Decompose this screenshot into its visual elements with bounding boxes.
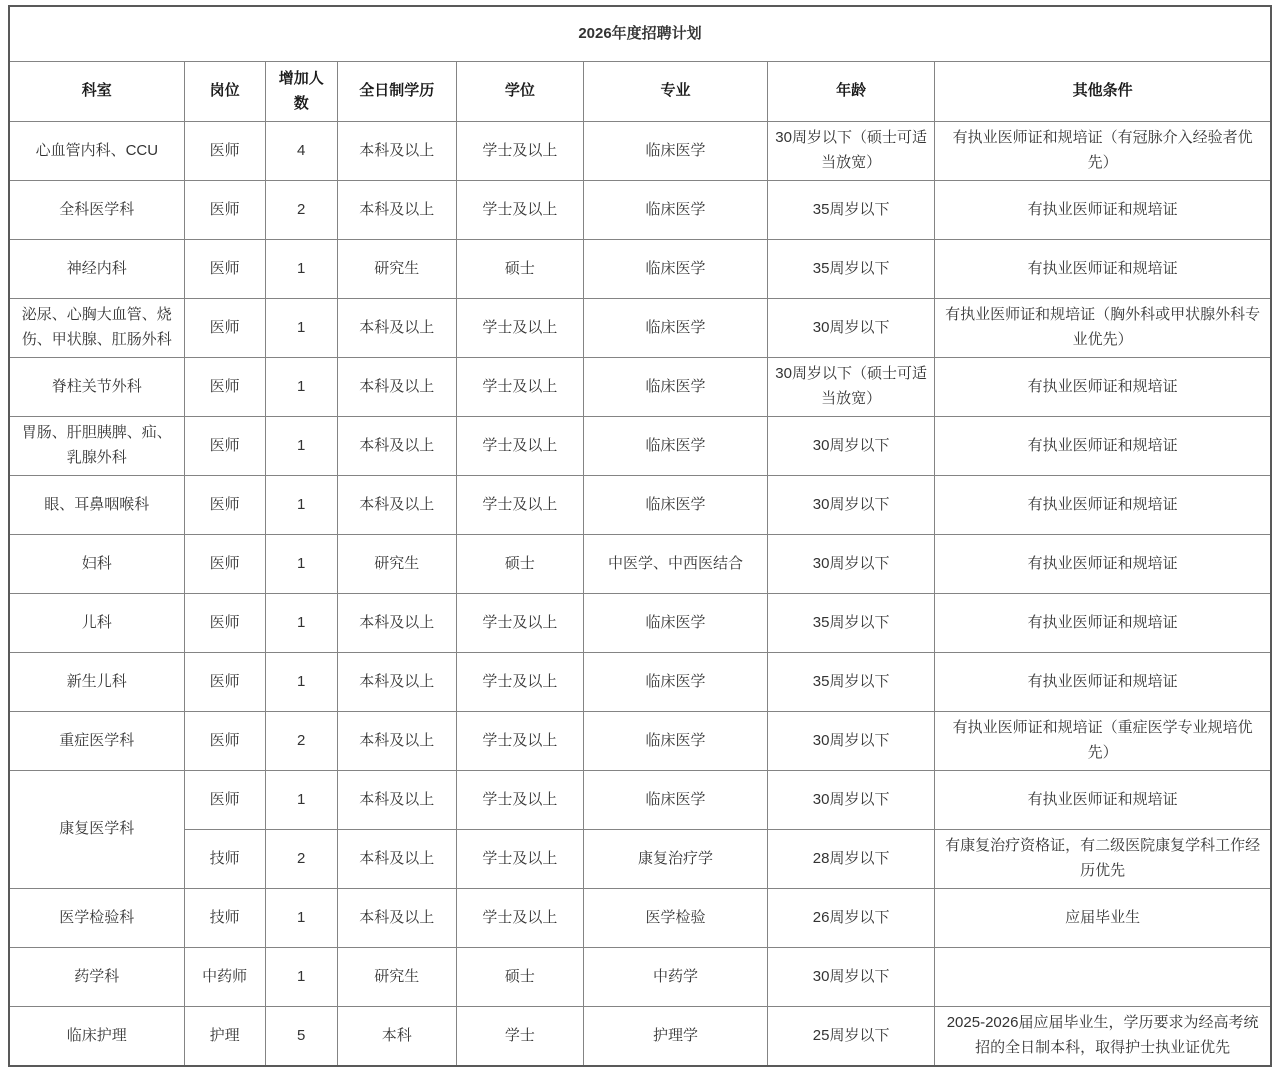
cell-major: 临床医学 <box>583 181 767 240</box>
table-row <box>9 594 1271 653</box>
cell-department: 脊柱关节外科 <box>9 358 184 417</box>
cell-other-conditions: 有执业医师证和规培证（有冠脉介入经验者优先） <box>935 122 1271 181</box>
cell-department: 妇科 <box>9 535 184 594</box>
cell-education: 研究生 <box>337 948 456 1007</box>
cell-position: 医师 <box>184 712 265 771</box>
cell-education: 本科及以上 <box>337 594 456 653</box>
cell-age: 30周岁以下 <box>768 712 935 771</box>
cell-age: 30周岁以下 <box>768 535 935 594</box>
cell-age: 30周岁以下 <box>768 476 935 535</box>
cell-age: 35周岁以下 <box>768 240 935 299</box>
cell-count: 4 <box>265 122 337 181</box>
cell-department: 新生儿科 <box>9 653 184 712</box>
cell-position: 医师 <box>184 594 265 653</box>
cell-education: 本科及以上 <box>337 476 456 535</box>
cell-department: 医学检验科 <box>9 889 184 948</box>
cell-position: 技师 <box>184 830 265 889</box>
cell-department: 泌尿、心胸大血管、烧伤、甲状腺、肛肠外科 <box>9 299 184 358</box>
column-header-department: 科室 <box>9 62 184 122</box>
cell-count: 1 <box>265 653 337 712</box>
cell-other-conditions: 有执业医师证和规培证（重症医学专业规培优先） <box>935 712 1271 771</box>
cell-other-conditions: 应届毕业生 <box>935 889 1271 948</box>
column-header-age: 年龄 <box>768 62 935 122</box>
cell-age: 30周岁以下（硕士可适当放宽） <box>768 358 935 417</box>
table-row <box>9 830 1271 889</box>
cell-degree: 学士及以上 <box>456 712 583 771</box>
cell-department: 康复医学科 <box>9 771 184 889</box>
cell-count: 5 <box>265 1007 337 1067</box>
cell-education: 本科及以上 <box>337 771 456 830</box>
cell-position: 中药师 <box>184 948 265 1007</box>
table-row <box>9 948 1271 1007</box>
column-header-other-conditions: 其他条件 <box>935 62 1271 122</box>
cell-department: 眼、耳鼻咽喉科 <box>9 476 184 535</box>
column-header-major: 专业 <box>583 62 767 122</box>
cell-department: 心血管内科、CCU <box>9 122 184 181</box>
table-row <box>9 712 1271 771</box>
cell-count: 2 <box>265 181 337 240</box>
cell-major: 临床医学 <box>583 240 767 299</box>
column-header-count: 增加人数 <box>265 62 337 122</box>
cell-education: 本科及以上 <box>337 889 456 948</box>
cell-department: 胃肠、肝胆胰脾、疝、乳腺外科 <box>9 417 184 476</box>
cell-department: 临床护理 <box>9 1007 184 1067</box>
cell-major: 临床医学 <box>583 653 767 712</box>
cell-count: 1 <box>265 417 337 476</box>
cell-education: 本科及以上 <box>337 653 456 712</box>
table-row <box>9 122 1271 181</box>
cell-age: 35周岁以下 <box>768 653 935 712</box>
table-row <box>9 417 1271 476</box>
table-row <box>9 181 1271 240</box>
cell-department: 药学科 <box>9 948 184 1007</box>
cell-count: 1 <box>265 476 337 535</box>
column-header-position: 岗位 <box>184 62 265 122</box>
cell-position: 医师 <box>184 181 265 240</box>
cell-position: 技师 <box>184 889 265 948</box>
cell-position: 医师 <box>184 122 265 181</box>
cell-degree: 学士 <box>456 1007 583 1067</box>
cell-count: 1 <box>265 948 337 1007</box>
cell-major: 临床医学 <box>583 358 767 417</box>
cell-age: 25周岁以下 <box>768 1007 935 1067</box>
cell-department: 儿科 <box>9 594 184 653</box>
recruitment-table <box>8 5 1272 1067</box>
cell-education: 本科及以上 <box>337 181 456 240</box>
cell-age: 35周岁以下 <box>768 594 935 653</box>
cell-education: 本科及以上 <box>337 830 456 889</box>
cell-department: 重症医学科 <box>9 712 184 771</box>
cell-position: 医师 <box>184 771 265 830</box>
cell-age: 30周岁以下 <box>768 771 935 830</box>
cell-education: 本科及以上 <box>337 299 456 358</box>
cell-degree: 学士及以上 <box>456 417 583 476</box>
cell-other-conditions: 有执业医师证和规培证 <box>935 771 1271 830</box>
cell-other-conditions: 有执业医师证和规培证 <box>935 476 1271 535</box>
table-head <box>9 6 1271 122</box>
cell-position: 医师 <box>184 417 265 476</box>
cell-major: 医学检验 <box>583 889 767 948</box>
cell-major: 临床医学 <box>583 594 767 653</box>
cell-count: 1 <box>265 535 337 594</box>
cell-count: 1 <box>265 299 337 358</box>
cell-position: 医师 <box>184 476 265 535</box>
cell-other-conditions: 有执业医师证和规培证 <box>935 181 1271 240</box>
cell-age: 35周岁以下 <box>768 181 935 240</box>
cell-count: 1 <box>265 889 337 948</box>
cell-degree: 硕士 <box>456 535 583 594</box>
cell-major: 临床医学 <box>583 476 767 535</box>
cell-position: 医师 <box>184 653 265 712</box>
cell-education: 本科 <box>337 1007 456 1067</box>
cell-age: 28周岁以下 <box>768 830 935 889</box>
cell-other-conditions: 有执业医师证和规培证 <box>935 653 1271 712</box>
cell-major: 临床医学 <box>583 299 767 358</box>
cell-department: 神经内科 <box>9 240 184 299</box>
table-title: 2026年度招聘计划 <box>9 6 1271 62</box>
table-row <box>9 1007 1271 1067</box>
cell-other-conditions: 有执业医师证和规培证 <box>935 358 1271 417</box>
cell-major: 康复治疗学 <box>583 830 767 889</box>
cell-education: 本科及以上 <box>337 122 456 181</box>
cell-major: 护理学 <box>583 1007 767 1067</box>
table-body <box>9 122 1271 1067</box>
cell-age: 30周岁以下（硕士可适当放宽） <box>768 122 935 181</box>
cell-degree: 硕士 <box>456 948 583 1007</box>
cell-major: 临床医学 <box>583 417 767 476</box>
cell-count: 2 <box>265 830 337 889</box>
cell-count: 1 <box>265 240 337 299</box>
cell-education: 研究生 <box>337 240 456 299</box>
cell-major: 临床医学 <box>583 771 767 830</box>
cell-department: 全科医学科 <box>9 181 184 240</box>
table-row <box>9 535 1271 594</box>
cell-degree: 学士及以上 <box>456 181 583 240</box>
column-header-education: 全日制学历 <box>337 62 456 122</box>
cell-education: 本科及以上 <box>337 358 456 417</box>
cell-degree: 学士及以上 <box>456 830 583 889</box>
cell-position: 医师 <box>184 240 265 299</box>
cell-other-conditions: 2025-2026届应届毕业生，学历要求为经高考统招的全日制本科，取得护士执业证优先 <box>935 1007 1271 1067</box>
cell-other-conditions: 有执业医师证和规培证 <box>935 240 1271 299</box>
cell-other-conditions: 有康复治疗资格证，有二级医院康复学科工作经历优先 <box>935 830 1271 889</box>
cell-position: 医师 <box>184 535 265 594</box>
cell-position: 医师 <box>184 358 265 417</box>
cell-major: 中药学 <box>583 948 767 1007</box>
cell-count: 1 <box>265 594 337 653</box>
cell-degree: 学士及以上 <box>456 299 583 358</box>
table-row <box>9 299 1271 358</box>
cell-position: 护理 <box>184 1007 265 1067</box>
cell-major: 临床医学 <box>583 712 767 771</box>
cell-education: 本科及以上 <box>337 712 456 771</box>
cell-education: 本科及以上 <box>337 417 456 476</box>
cell-major: 临床医学 <box>583 122 767 181</box>
table-row <box>9 771 1271 830</box>
cell-other-conditions: 有执业医师证和规培证 <box>935 417 1271 476</box>
table-row <box>9 653 1271 712</box>
table-row <box>9 476 1271 535</box>
cell-position: 医师 <box>184 299 265 358</box>
cell-major: 中医学、中西医结合 <box>583 535 767 594</box>
cell-degree: 学士及以上 <box>456 594 583 653</box>
cell-age: 30周岁以下 <box>768 299 935 358</box>
table-row <box>9 240 1271 299</box>
cell-degree: 学士及以上 <box>456 476 583 535</box>
table-row <box>9 358 1271 417</box>
cell-degree: 硕士 <box>456 240 583 299</box>
cell-count: 1 <box>265 358 337 417</box>
cell-degree: 学士及以上 <box>456 653 583 712</box>
cell-degree: 学士及以上 <box>456 771 583 830</box>
column-header-degree: 学位 <box>456 62 583 122</box>
cell-other-conditions <box>935 948 1271 1007</box>
header-row <box>9 62 1271 122</box>
cell-count: 1 <box>265 771 337 830</box>
cell-other-conditions: 有执业医师证和规培证（胸外科或甲状腺外科专业优先） <box>935 299 1271 358</box>
cell-education: 研究生 <box>337 535 456 594</box>
cell-degree: 学士及以上 <box>456 122 583 181</box>
cell-other-conditions: 有执业医师证和规培证 <box>935 594 1271 653</box>
cell-age: 30周岁以下 <box>768 948 935 1007</box>
cell-age: 30周岁以下 <box>768 417 935 476</box>
cell-count: 2 <box>265 712 337 771</box>
cell-degree: 学士及以上 <box>456 358 583 417</box>
cell-age: 26周岁以下 <box>768 889 935 948</box>
cell-other-conditions: 有执业医师证和规培证 <box>935 535 1271 594</box>
title-row <box>9 6 1271 62</box>
cell-degree: 学士及以上 <box>456 889 583 948</box>
table-row <box>9 889 1271 948</box>
